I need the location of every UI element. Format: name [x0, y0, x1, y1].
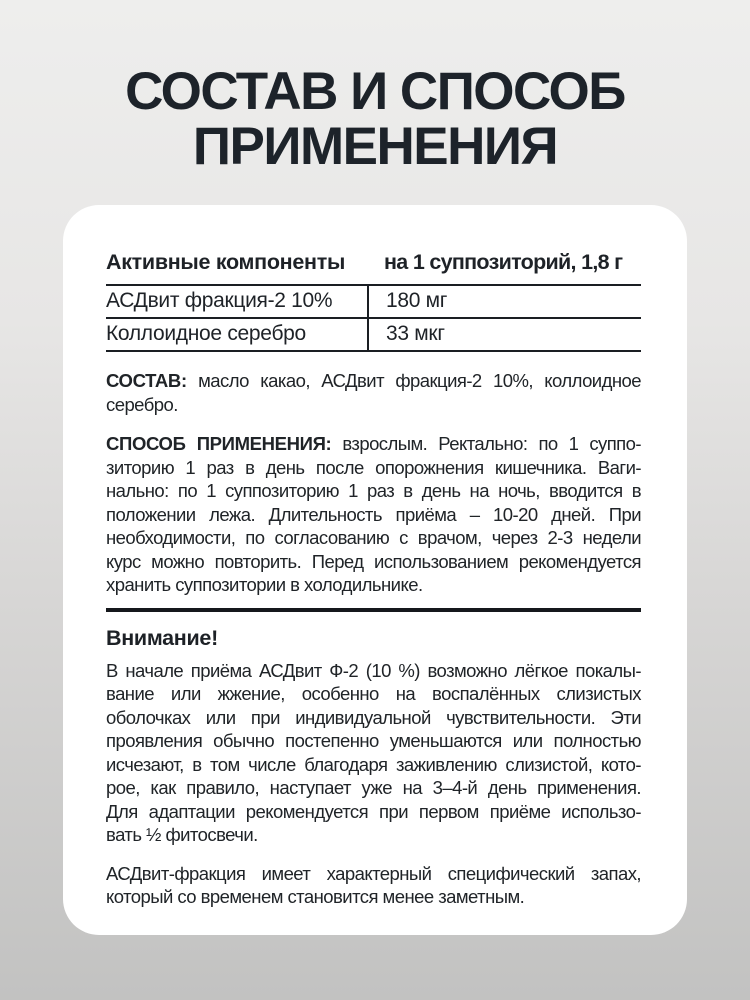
composition-label: СОСТАВ: [106, 370, 187, 391]
table-cell-ingredient-2: Коллоидное серебро [106, 319, 367, 352]
text-line: АСДвит-фракция имеет характерный специфический запах, [106, 862, 641, 884]
active-components-table [106, 249, 641, 352]
usage-label: СПОСОБ ПРИМЕНЕНИЯ: [106, 433, 332, 454]
text-line: проявления обычно постепенно уменьшаются или полностью [106, 730, 641, 751]
text-line: исчезают, в том числе благодаря заживлению слизистой, кото- [106, 753, 641, 775]
page-title-line-2: ПРИМЕНЕНИЯ [192, 117, 558, 176]
usage-paragraph [106, 432, 641, 597]
page-title-line-1: СОСТАВ И СПОСОБ [125, 62, 625, 121]
text-line: курс можно повторить. Перед использованием рекомендуется [106, 550, 641, 572]
attention-paragraph-2 [106, 862, 641, 909]
table-cell-ingredient-1: АСДвит фракция-2 10% [106, 286, 367, 319]
text-line: необходимости, по согласованию с врачом, через 2-3 недели [106, 527, 641, 548]
info-card [63, 205, 687, 935]
table-cell-amount-1: 180 мг [367, 286, 641, 319]
usage-rest-lines [106, 456, 641, 597]
text-line: вание или жжение, особенно на воспалённых слизистых [106, 683, 641, 704]
composition-paragraph [106, 369, 641, 416]
composition-first-line-text: масло какао, АСДвит фракция-2 10%, коллоидное [198, 370, 641, 391]
text-line: рое, как правило, наступает уже на 3–4-й день применения. [106, 777, 641, 798]
table-cell-amount-2: 33 мкг [367, 319, 641, 352]
table-header-components: Активные компоненты [106, 249, 367, 286]
text-line: хранить суппозитории в холодильнике. [106, 574, 423, 595]
text-line: оболочках или при индивидуальной чувствительности. Эти [106, 706, 641, 728]
composition-first-line [106, 369, 641, 393]
usage-first-line [106, 432, 641, 456]
text-line: который со временем становится менее заметным. [106, 886, 525, 907]
usage-first-line-text: взрослым. Ректально: по 1 суппо- [342, 433, 641, 454]
attention-heading: Внимание! [106, 625, 218, 650]
text-line: зиторию 1 раз в день после опорожнения кишечника. Ваги- [106, 456, 641, 478]
section-divider [106, 608, 641, 612]
table-header-per-suppository: на 1 суппозиторий, 1,8 г [367, 249, 641, 286]
attention-paragraph-1 [106, 659, 641, 847]
text-line: Для адаптации рекомендуется при первом приёме использо- [106, 800, 641, 822]
text-line: положении лежа. Длительность приёма – 10-20 дней. При [106, 503, 641, 525]
text-line: серебро. [106, 393, 178, 415]
text-line: вать ½ фитосвечи. [106, 824, 258, 845]
page-title [0, 0, 750, 174]
text-line: В начале приёма АСДвит Ф-2 (10 %) возможно лёгкое покалы- [106, 659, 641, 681]
text-line: нально: по 1 суппозиторию 1 раз в день на ночь, вводится в [106, 480, 641, 501]
composition-rest-lines [106, 393, 641, 417]
